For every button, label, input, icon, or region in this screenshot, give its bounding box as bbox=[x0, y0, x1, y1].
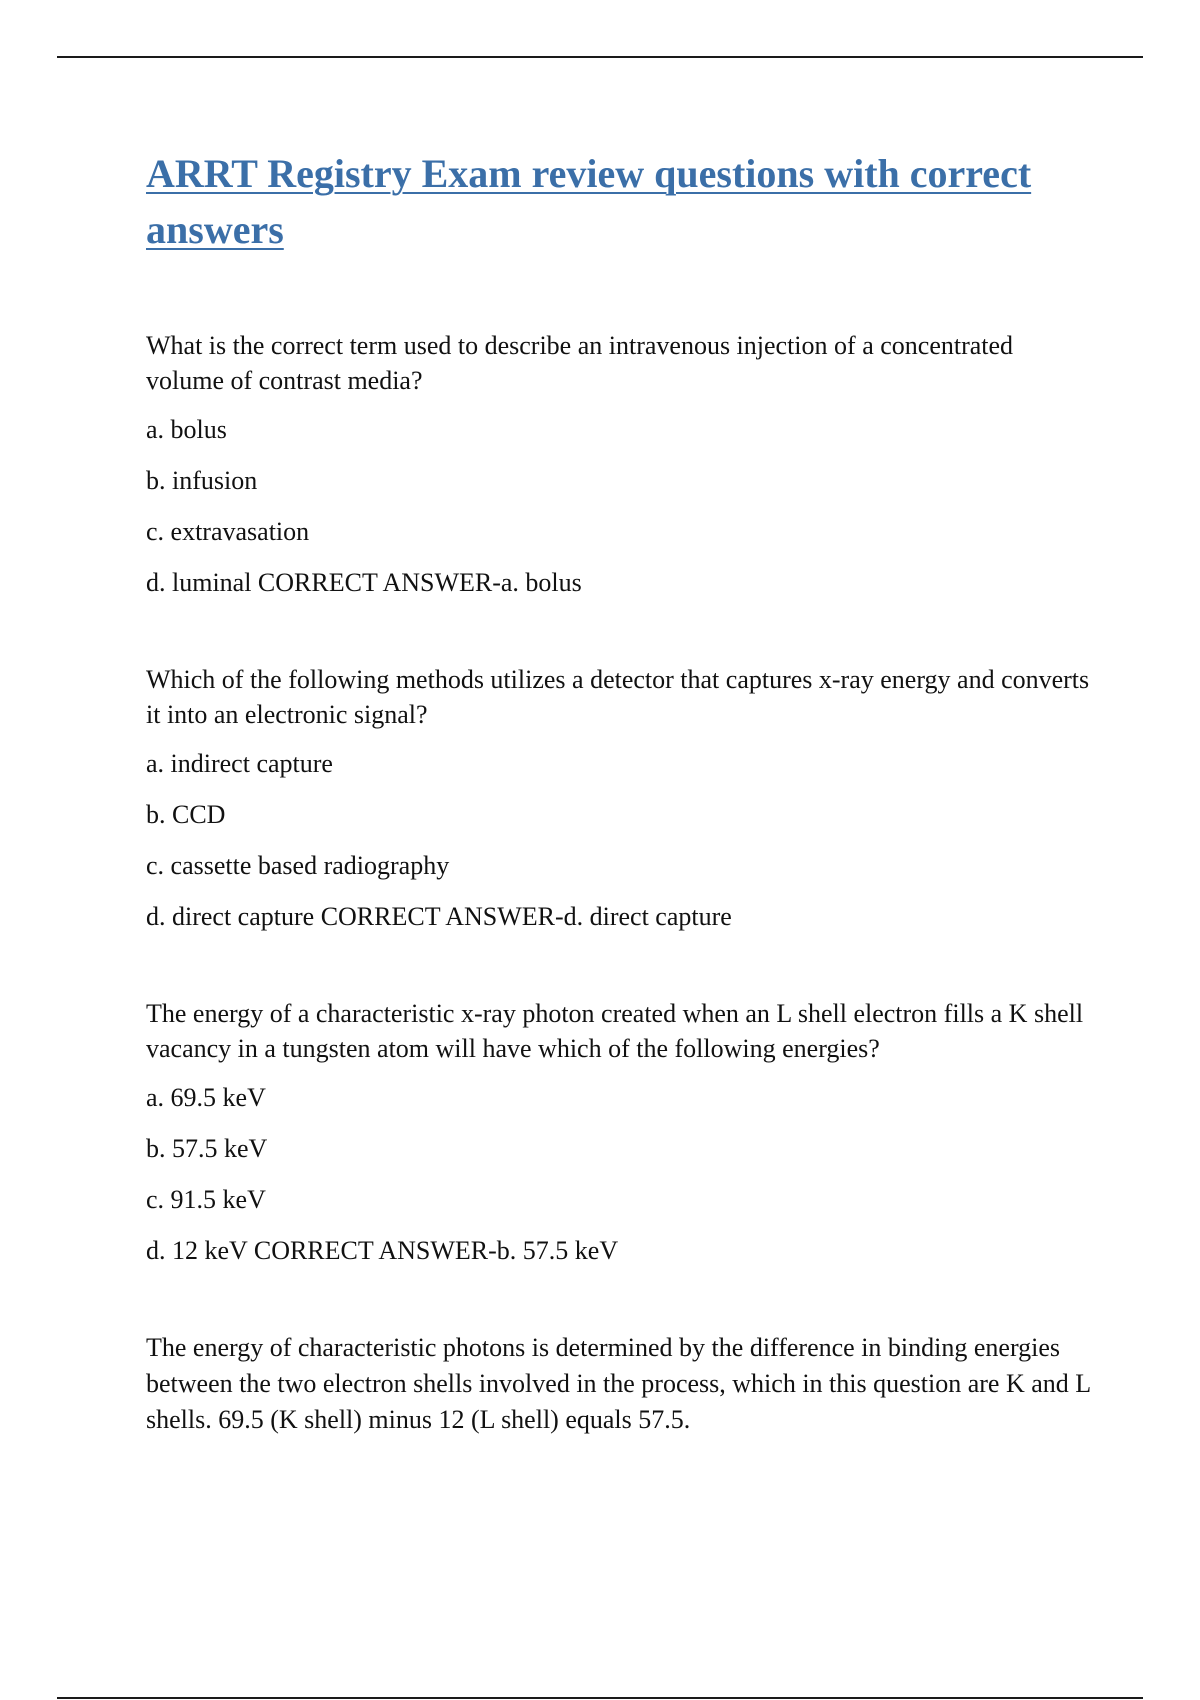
document-body bbox=[146, 146, 1096, 1438]
answer-option-c: c. 91.5 keV bbox=[146, 1185, 266, 1214]
question-stem: The energy of a characteristic x-ray photon created when an L shell electron fills a K shell vacancy in a tungsten atom will have which of the following energies? bbox=[146, 999, 1084, 1063]
answer-option-a: a. indirect capture bbox=[146, 749, 333, 778]
question-list bbox=[146, 328, 1096, 1438]
answer-option-d: d. direct capture CORRECT ANSWER-d. direct capture bbox=[146, 902, 732, 931]
document-title: ARRT Registry Exam review questions with correct answers bbox=[146, 151, 1032, 252]
bottom-rule bbox=[57, 1697, 1143, 1699]
question-3 bbox=[146, 996, 1096, 1268]
answer-option-b: b. 57.5 keV bbox=[146, 1134, 268, 1163]
answer-option-d: d. 12 keV CORRECT ANSWER-b. 57.5 keV bbox=[146, 1236, 619, 1265]
question-2 bbox=[146, 662, 1096, 934]
answer-option-c: c. cassette based radiography bbox=[146, 851, 450, 880]
answer-option-b: b. infusion bbox=[146, 466, 258, 495]
top-rule bbox=[57, 56, 1143, 58]
explanation-paragraph: The energy of characteristic photons is determined by the difference in binding energies between the two electron shells involved in the process, which in this question are K and L shells. 69.5 (K shell) minus 12 (L shell) equals 57.5. bbox=[146, 1333, 1091, 1434]
answer-option-a: a. 69.5 keV bbox=[146, 1083, 266, 1112]
question-1 bbox=[146, 328, 1096, 600]
question-stem: What is the correct term used to describe an intravenous injection of a concentrated volume of contrast media? bbox=[146, 331, 1014, 395]
answer-option-c: c. extravasation bbox=[146, 517, 310, 546]
answer-option-d: d. luminal CORRECT ANSWER-a. bolus bbox=[146, 568, 582, 597]
question-stem: Which of the following methods utilizes a detector that captures x-ray energy and converts it into an electronic signal? bbox=[146, 665, 1090, 729]
answer-option-b: b. CCD bbox=[146, 800, 226, 829]
answer-option-a: a. bolus bbox=[146, 415, 227, 444]
